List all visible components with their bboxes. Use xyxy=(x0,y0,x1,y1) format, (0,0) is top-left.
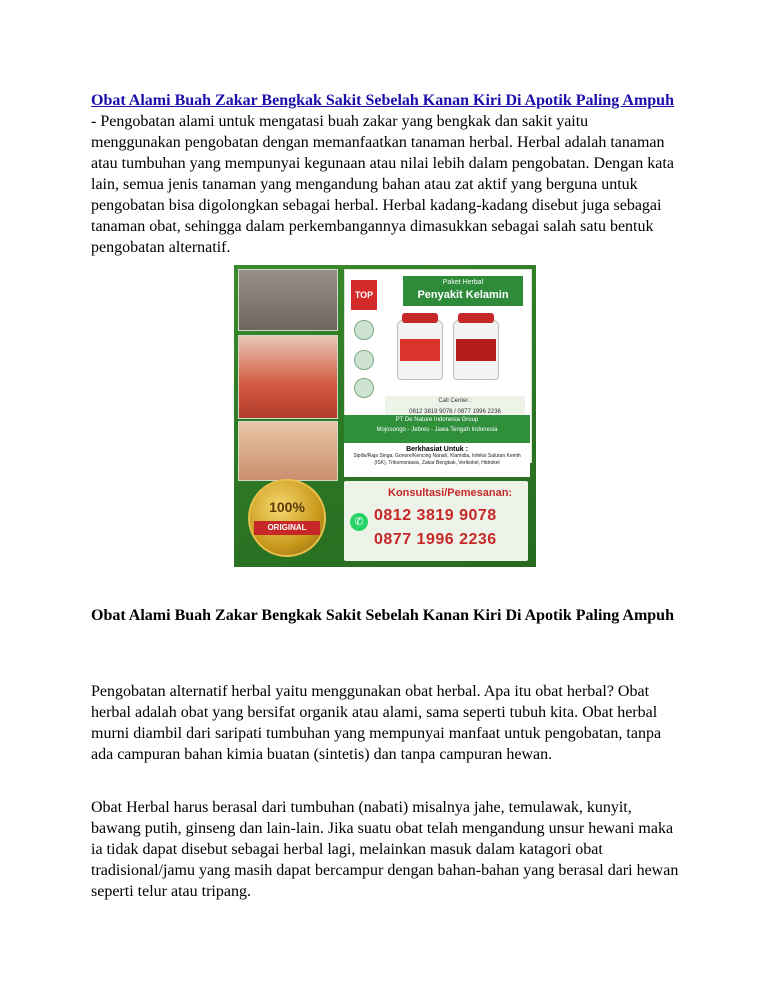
seal-label: ORIGINAL xyxy=(254,521,320,535)
product-jar-icon xyxy=(453,320,499,380)
product-jar-icon xyxy=(397,320,443,380)
call-center-label: Call Center : xyxy=(438,398,472,404)
seal-percent: 100% xyxy=(269,499,305,515)
banner-photo-2 xyxy=(238,335,338,419)
company-bar xyxy=(344,415,530,445)
top-quality-badge: TOP xyxy=(351,280,377,310)
title-link[interactable]: Obat Alami Buah Zakar Bengkak Sakit Sebelah Kanan Kiri Di Apotik Paling Ampuh xyxy=(91,92,674,109)
consultation-title: Konsultasi/Pemesanan: xyxy=(388,487,513,499)
intro-paragraph xyxy=(91,90,681,258)
benefits-title: Berkhasiat Untuk : xyxy=(406,446,468,453)
body-paragraph-2: Obat Herbal harus berasal dari tumbuhan (nabati) misalnya jahe, temulawak, kunyit, bawang putih, ginseng dan lain-lain. Jika suatu obat telah mengandung unsur hewani maka ia tidak dapat disebut sebagai herbal lagi, melainkan masuk dalam katagori obat tradisional/jamu yang masih dapat bercampur dengan bahan-bahan yang berasal dari hewan seperti telur atau tripang. xyxy=(91,799,679,900)
package-title-line2: Penyakit Kelamin xyxy=(417,289,509,301)
banner-photo-1 xyxy=(238,269,338,331)
whatsapp-icon: ✆ xyxy=(350,513,368,531)
package-title xyxy=(403,276,523,306)
certification-icon xyxy=(354,378,374,398)
intro-text: - Pengobatan alami untuk mengatasi buah zakar yang bengkak dan sakit yaitu menggunakan pengobatan dengan memanfaatkan tanaman herbal. Herbal adalah tanaman atau tumbuhan yang mempunyai kegunaan atau nilai lebih dalam pengobatan. Dengan kata lain, semua jenis tanaman yang mengandung bahan atau zat aktif yang berguna untuk pengobatan bisa digolongkan sebagai herbal. Herbal kadang-kadang disebut juga sebagai tanaman obat, sehingga dalam perkembangannya dimasukkan sebagai salah satu bentuk pengobatan alternatif. xyxy=(91,113,674,256)
phone-number-2: 0877 1996 2236 xyxy=(374,531,497,548)
product-banner-image xyxy=(234,265,536,567)
banner-photo-3 xyxy=(238,421,338,481)
section-heading: Obat Alami Buah Zakar Bengkak Sakit Sebelah Kanan Kiri Di Apotik Paling Ampuh xyxy=(91,607,674,624)
iso-icon xyxy=(354,350,374,370)
body-paragraph-1: Pengobatan alternatif herbal yaitu menggunakan obat herbal. Apa itu obat herbal? Obat herbal adalah obat yang bersifat organik atau alami, sama seperti tubuh kita. Obat herbal murni diambil dari saripati tumbuhan yang mempunyai manfaat untuk pengobatan, tanpa ada campuran bahan kimia buatan (sintetis) dan tanpa campuran hewan. xyxy=(91,683,662,763)
company-name: PT De Nature Indonesia Group xyxy=(395,417,479,423)
call-center-numbers: 0812 3819 9078 / 0877 1996 2236 xyxy=(409,409,501,415)
halal-icon xyxy=(354,320,374,340)
package-title-line1: Paket Herbal xyxy=(442,279,484,286)
original-seal-icon xyxy=(248,479,326,557)
consultation-box xyxy=(344,481,528,561)
benefits-list: Sipilis/Raja Singa, Gonore/Kencing Nanah, Klamidia, Infeksi Saluran Kemih (ISK), Trikomoniasis, Zakar Bengkak, Verikokel, Hidrokel xyxy=(353,453,521,466)
phone-number-1: 0812 3819 9078 xyxy=(374,507,497,524)
benefits-box xyxy=(344,443,530,477)
company-address: Mojosongo - Jebres - Jawa Tengah Indonesia xyxy=(376,427,498,433)
